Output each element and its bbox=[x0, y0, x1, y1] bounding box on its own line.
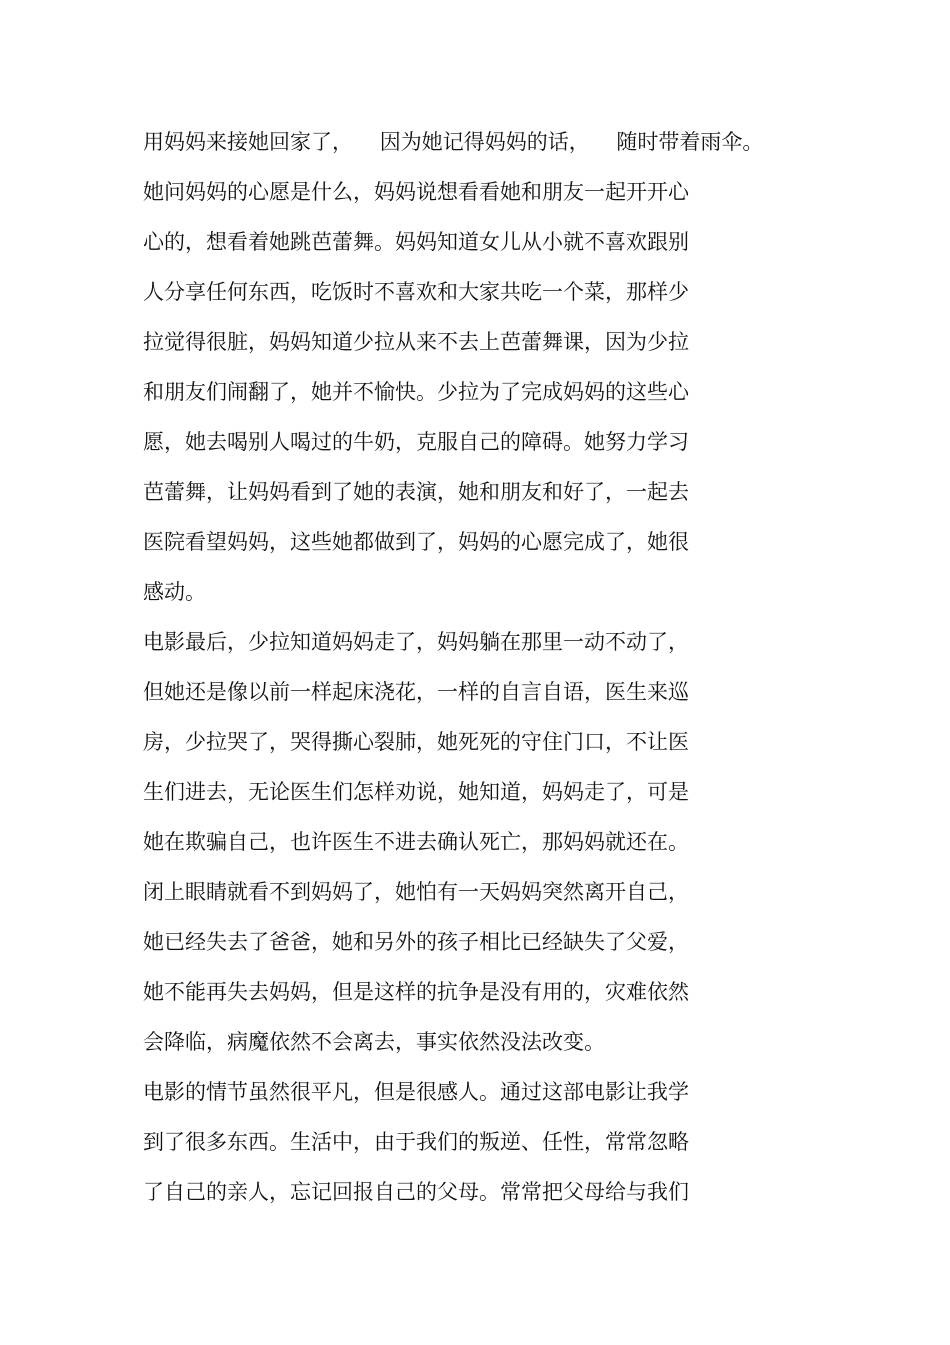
text-line-13: 房，少拉哭了，哭得撕心裂肺，她死死的守住门口，不让医 bbox=[143, 730, 689, 754]
text-line-1: 用妈妈来接她回家了， 因为她记得妈妈的话， 随时带着雨伞。 bbox=[143, 130, 764, 154]
text-line-7: 愿，她去喝别人喝过的牛奶，克服自己的障碍。她努力学习 bbox=[143, 430, 689, 454]
text-line-9: 医院看望妈妈，这些她都做到了，妈妈的心愿完成了，她很 bbox=[143, 530, 689, 554]
text-line-20: 电影的情节虽然很平凡，但是很感人。通过这部电影让我学 bbox=[143, 1080, 689, 1104]
text-line-4: 人分享任何东西，吃饭时不喜欢和大家共吃一个菜，那样少 bbox=[143, 280, 689, 304]
text-line-2: 她问妈妈的心愿是什么，妈妈说想看看她和朋友一起开开心 bbox=[143, 180, 689, 204]
text-line-3: 心的，想看着她跳芭蕾舞。妈妈知道女儿从小就不喜欢跟别 bbox=[143, 230, 689, 254]
text-line-12: 但她还是像以前一样起床浇花，一样的自言自语，医生来巡 bbox=[143, 680, 689, 704]
text-line-22: 了自己的亲人，忘记回报自己的父母。常常把父母给与我们 bbox=[143, 1180, 689, 1204]
text-line-14: 生们进去，无论医生们怎样劝说，她知道，妈妈走了，可是 bbox=[143, 780, 689, 804]
text-line-8: 芭蕾舞，让妈妈看到了她的表演，她和朋友和好了，一起去 bbox=[143, 480, 689, 504]
text-line-10: 感动。 bbox=[143, 580, 206, 604]
text-line-16: 闭上眼睛就看不到妈妈了，她怕有一天妈妈突然离开自己， bbox=[143, 880, 689, 904]
text-line-11: 电影最后，少拉知道妈妈走了，妈妈躺在那里一动不动了， bbox=[143, 630, 689, 654]
text-line-6: 和朋友们闹翻了，她并不愉快。少拉为了完成妈妈的这些心 bbox=[143, 380, 689, 404]
text-line-17: 她已经失去了爸爸，她和另外的孩子相比已经缺失了父爱， bbox=[143, 930, 689, 954]
body-text bbox=[143, 117, 933, 1217]
text-line-5: 拉觉得很脏，妈妈知道少拉从来不去上芭蕾舞课，因为少拉 bbox=[143, 330, 689, 354]
text-line-15: 她在欺骗自己，也许医生不进去确认死亡，那妈妈就还在。 bbox=[143, 830, 689, 854]
text-line-19: 会降临，病魔依然不会离去，事实依然没法改变。 bbox=[143, 1030, 605, 1054]
text-line-21: 到了很多东西。生活中，由于我们的叛逆、任性，常常忽略 bbox=[143, 1130, 689, 1154]
text-line-18: 她不能再失去妈妈，但是这样的抗争是没有用的，灾难依然 bbox=[143, 980, 689, 1004]
